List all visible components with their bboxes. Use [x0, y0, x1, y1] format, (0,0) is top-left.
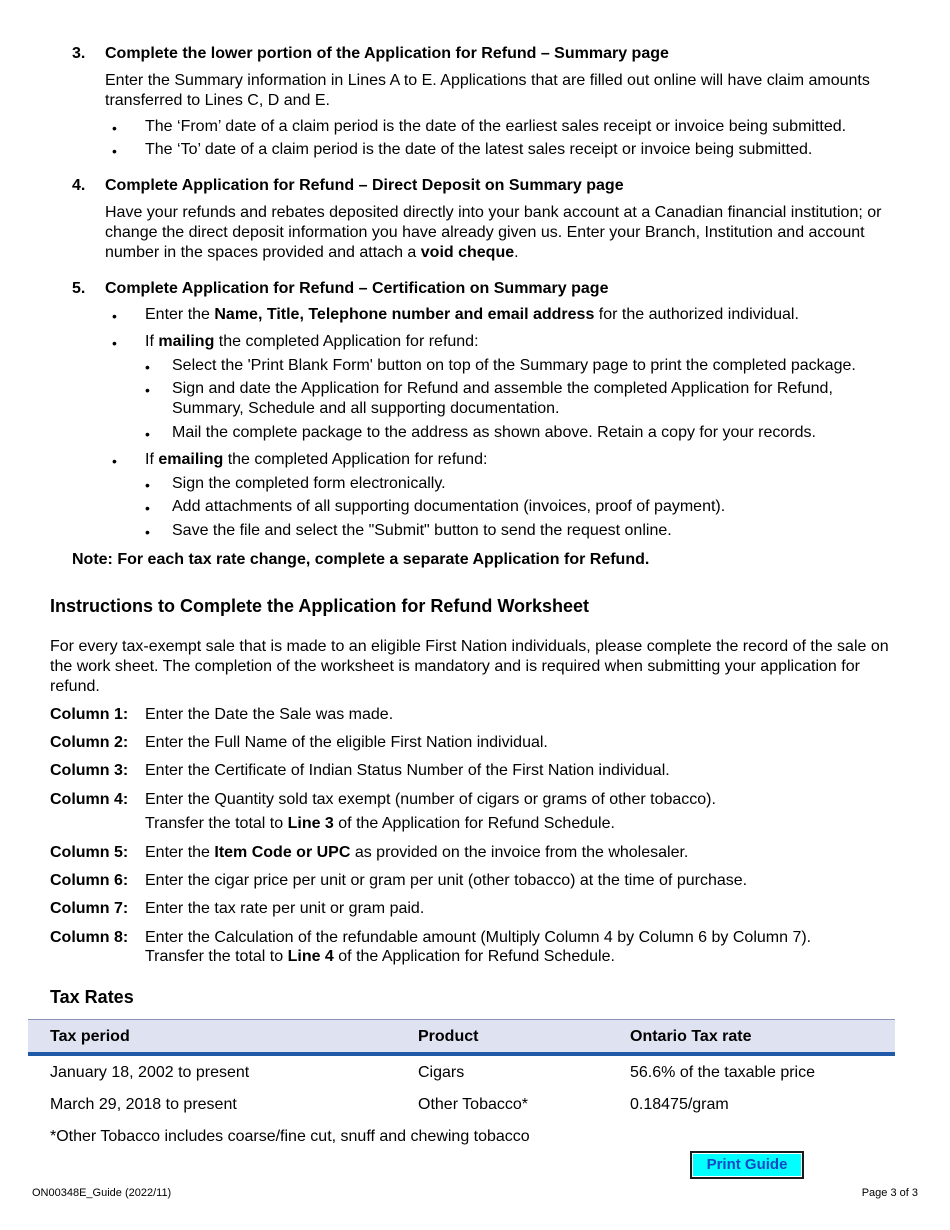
column-3-label: Column 3: [50, 762, 129, 779]
mailing-item-sign: Sign and date the Application for Refund and assemble the completed Application for Refund, [172, 380, 833, 397]
header-product: Product [418, 1028, 479, 1045]
mailing-item-mail: Mail the complete package to the address as shown above. Retain a copy for your records. [172, 424, 816, 441]
emailing-item-sign: Sign the completed form electronically. [172, 475, 446, 492]
form-id-footer: ON00348E_Guide (2022/11) [32, 1187, 172, 1199]
row-1-product: Cigars [418, 1064, 465, 1081]
column-6-label: Column 6: [50, 872, 129, 889]
step-3-text-line-1: Enter the Summary information in Lines A to E. Applications that are filled out online will have claim amounts [105, 72, 870, 89]
step-3-bullet-from: The ‘From’ date of a claim period is the date of the earliest sales receipt or invoice being submitted. [145, 118, 847, 135]
step-5-number: 5. [72, 280, 86, 297]
column-4-text: Enter the Quantity sold tax exempt (number of cigars or grams of other tobacco). [145, 791, 716, 808]
emailing-item-submit: Save the file and select the "Submit" button to send the request online. [172, 522, 672, 539]
tax-rates-header-row [28, 1019, 895, 1056]
column-3-text: Enter the Certificate of Indian Status Number of the First Nation individual. [145, 762, 670, 779]
column-2-text: Enter the Full Name of the eligible First Nation individual. [145, 734, 548, 751]
print-guide-button[interactable]: Print Guide [690, 1151, 804, 1179]
row-2-tax-period: March 29, 2018 to present [50, 1096, 237, 1113]
step-3-text-line-2: transferred to Lines C, D and E. [105, 92, 330, 109]
worksheet-section-title: Instructions to Complete the Application for Refund Worksheet [50, 596, 590, 616]
step-4-text-line-2: change the direct deposit information you have already given us. Enter your Branch, Institution and account [105, 224, 865, 241]
worksheet-intro-line-2: the work sheet. The completion of the worksheet is mandatory and is required when submitting your application for [50, 658, 860, 675]
bullet-icon: • [112, 120, 117, 136]
step-3-heading: Complete the lower portion of the Application for Refund – Summary page [105, 45, 669, 62]
step-5-bullet-emailing: If emailing the completed Application for refund: [145, 451, 488, 468]
bullet-icon: • [145, 477, 150, 493]
mailing-item-print: Select the 'Print Blank Form' button on top of the Summary page to print the completed package. [172, 357, 856, 374]
page-number: Page 3 of 3 [861, 1187, 918, 1199]
step-4-number: 4. [72, 177, 86, 194]
bullet-icon: • [145, 382, 150, 398]
column-4-transfer-text: Transfer the total to Line 3 of the Application for Refund Schedule. [145, 815, 615, 832]
step-5-bullet-authorized: Enter the Name, Title, Telephone number and email address for the authorized individual. [145, 306, 799, 323]
step-4-text-line-1: Have your refunds and rebates deposited directly into your bank account at a Canadian financial institution; or [105, 204, 882, 221]
column-5-label: Column 5: [50, 844, 129, 861]
tax-rate-change-note: Note: For each tax rate change, complete a separate Application for Refund. [72, 551, 650, 568]
column-2-label: Column 2: [50, 734, 129, 751]
step-4-text-line-3: number in the spaces provided and attach a void cheque. [105, 244, 519, 261]
header-ontario-tax-rate: Ontario Tax rate [630, 1028, 752, 1045]
column-5-text: Enter the Item Code or UPC as provided on the invoice from the wholesaler. [145, 844, 689, 861]
column-6-text: Enter the cigar price per unit or gram per unit (other tobacco) at the time of purchase. [145, 872, 748, 889]
bullet-icon: • [145, 359, 150, 375]
table-row [28, 1095, 895, 1117]
bullet-icon: • [145, 524, 150, 540]
header-tax-period: Tax period [50, 1028, 130, 1045]
mailing-item-sign-cont: Summary, Schedule and all supporting documentation. [172, 400, 560, 417]
worksheet-intro-line-1: For every tax-exempt sale that is made to an eligible First Nation individuals, please complete the record of the sale on [50, 638, 889, 655]
bullet-icon: • [145, 426, 150, 442]
column-1-text: Enter the Date the Sale was made. [145, 706, 394, 723]
emailing-item-attach: Add attachments of all supporting documentation (invoices, proof of payment). [172, 498, 726, 515]
bullet-icon: • [145, 500, 150, 516]
column-7-label: Column 7: [50, 900, 129, 917]
row-2-tax-rate: 0.18475/gram [630, 1096, 729, 1113]
row-1-tax-rate: 56.6% of the taxable price [630, 1064, 816, 1081]
column-4-label: Column 4: [50, 791, 129, 808]
tax-rates-title: Tax Rates [50, 987, 134, 1007]
table-row [28, 1063, 895, 1085]
worksheet-intro-line-3: refund. [50, 678, 100, 695]
step-4-heading: Complete Application for Refund – Direct Deposit on Summary page [105, 177, 624, 194]
column-1-label: Column 1: [50, 706, 129, 723]
step-3-bullet-to: The ‘To’ date of a claim period is the date of the latest sales receipt or invoice being submitted. [145, 141, 813, 158]
column-8-transfer-text: Transfer the total to Line 4 of the Application for Refund Schedule. [145, 948, 615, 965]
tax-rates-table [28, 1019, 895, 1113]
bullet-icon: • [112, 143, 117, 159]
column-8-text: Enter the Calculation of the refundable amount (Multiply Column 4 by Column 6 by Column 7). [145, 929, 812, 946]
step-5-bullet-mailing: If mailing the completed Application for refund: [145, 333, 479, 350]
bullet-icon: • [112, 335, 117, 351]
row-2-product: Other Tobacco* [418, 1096, 528, 1113]
step-3-number: 3. [72, 45, 86, 62]
step-5-heading: Complete Application for Refund – Certification on Summary page [105, 280, 609, 297]
bullet-icon: • [112, 308, 117, 324]
bullet-icon: • [112, 453, 117, 469]
other-tobacco-footnote: *Other Tobacco includes coarse/fine cut, snuff and chewing tobacco [50, 1128, 530, 1145]
column-7-text: Enter the tax rate per unit or gram paid. [145, 900, 425, 917]
row-1-tax-period: January 18, 2002 to present [50, 1064, 250, 1081]
column-8-label: Column 8: [50, 929, 129, 946]
